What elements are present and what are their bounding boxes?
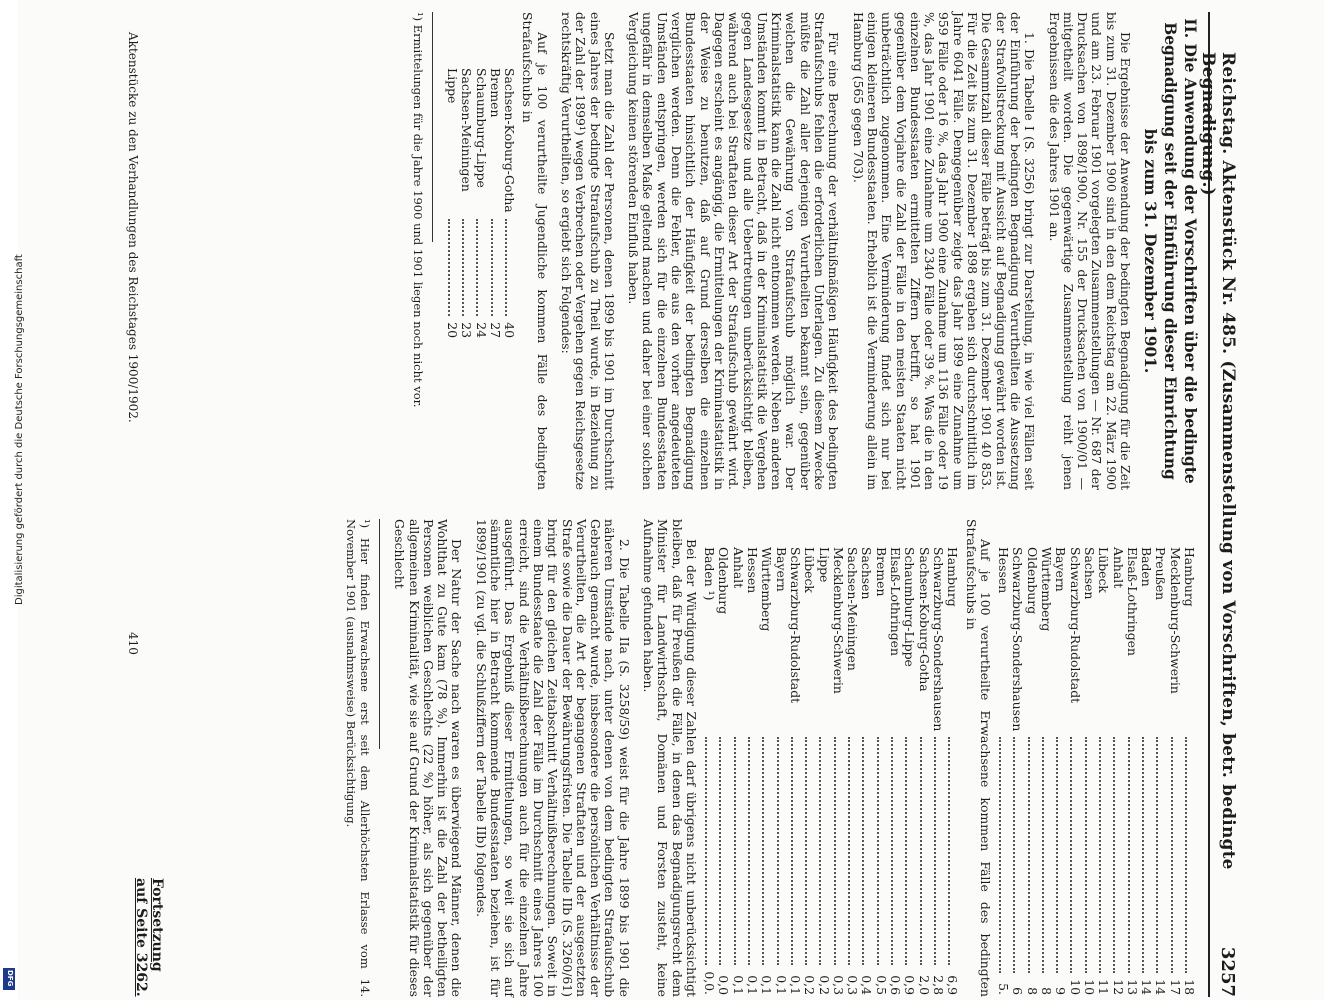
table-row: Württemberg 0,1 bbox=[759, 547, 775, 995]
paragraph: Für eine Berechnung der verhältnißmäßigen Häufigkeit des bedingten Strafaufschubs fehlen die erforderlichen Unterlagen. Zu diesem Zwecke müßte die Zahl aller derjenigen Verurtheilten bekannt sein, gegenüber welchen die Gewährung von Strafaufschub möglich war. Der Kriminalstatistik kann die Zahl nicht entnommen werden. Neben anderen Umständen kommt in Betracht, daß in der Kriminalstatistik die Vergehen gegen Landesgesetze und alle Uebertretungen unberücksichtigt bleiben, während auch bei Straftaten dieser Art der Strafaufschub gewährt wird. Dagegen erscheint es angängig, die Ermittelungen der Kriminalstatistik in der Weise zu benutzen, daß auf Grund derselben die einzelnen Bundesstaaten hinsichtlich der Häufigkeit der bedingten Begnadigung verglichen werden. Denn die Fehler, die aus den vorher angedeuteten Umständen entspringen, werden sich für die einzelnen Bundesstaaten ungefähr in demselben Maße geltend machen und daher bei einer solchen Vergleichung keinen störenden Einfluß haben. bbox=[626, 12, 842, 490]
paragraph: Auf je 100 verurtheilte Erwachsene kommen Fälle des bedingten Strafaufschubs in bbox=[963, 519, 993, 997]
table-row: Lübeck 11 bbox=[1096, 547, 1112, 995]
table-row: Sachsen 0,4 bbox=[859, 547, 875, 995]
table-row: Oldenburg 8 bbox=[1024, 547, 1040, 995]
right-column bbox=[344, 519, 1200, 997]
adult-table bbox=[702, 519, 959, 997]
footnote: ¹) Hier finden Erwachsene erst seit dem Allerhöchsten Erlasse vom 14. November 1901 (ausnahmsweise) Berücksichtigung. bbox=[344, 519, 372, 997]
table-row: Oldenburg 0,0 bbox=[716, 547, 732, 995]
page-footer bbox=[122, 12, 140, 997]
table-row: Schaumburg-Lippe 0,9 bbox=[902, 547, 918, 995]
table-row: Sachsen 10 bbox=[1081, 547, 1097, 995]
table-row: Bayern 9 bbox=[1053, 547, 1069, 995]
table-row: Bremen 0,5 bbox=[873, 547, 889, 995]
table-row: Hessen 0,1 bbox=[745, 547, 761, 995]
page-header bbox=[1198, 12, 1240, 997]
digitization-credit-text: Digitalisierung gefördert durch die Deutsche Forschungsgemeinschaft bbox=[14, 254, 25, 605]
youth-table-continued bbox=[996, 519, 1196, 997]
table-row: Hessen 5. bbox=[996, 547, 1012, 995]
table-row: Bayern 0,1 bbox=[773, 547, 789, 995]
table-row: Lippe 20 bbox=[444, 68, 460, 338]
paragraph: Die Ergebnisse der Anwendung der bedingten Begnadigung für die Zeit bis zum 31. Dezember 1900 sind in den dem Reichstag am 22. März 1900 und am 23. Februar 1901 vorgelegten Zusammenstellungen — Nr. 687 der Drucksachen von 1898/1900, Nr. 155 der Drucksachen von 1900/01 — mitgetheilt worden. Die gegenwärtige Zusammenstellung reiht jenen Ergebnissen die des Jahres 1901 an. bbox=[1046, 12, 1133, 490]
left-column bbox=[410, 12, 1200, 490]
table-row: Anhalt 0,1 bbox=[730, 547, 746, 995]
rotated-document-sheet bbox=[120, 12, 1240, 997]
paragraph: Bei der Würdigung dieser Zahlen darf übrigens nicht unberücksichtigt bleiben, daß für Preußen die Fälle, in denen das Begnadigungsrecht dem Minister für Landwirthschaft, Domänen und Forsten zusteht, keine Aufnahme gefunden haben. bbox=[641, 519, 699, 997]
dfg-logo: DFG bbox=[3, 968, 15, 990]
table-row: Preußen 14 bbox=[1153, 547, 1169, 995]
table-row: Elsaß-Lothringen 0,6 bbox=[888, 547, 904, 995]
table-row: Schwarzburg-Sondershausen 2,8 bbox=[930, 547, 946, 995]
table-row: Mecklenburg-Schwerin 17 bbox=[1167, 547, 1183, 995]
header-title: Reichstag. Aktenstück Nr. 485. (Zusammenstellung von Vorschriften, betr. bedingte Begnadigung.) bbox=[1198, 52, 1238, 870]
paragraph: 1. Die Tabelle I (S. 3256) bringt zur Darstellung, in wie viel Fällen seit der Einführung der bedingten Begnadigung Verurtheilten die Aussetzung der Strafvollstreckung mit Aussicht auf Begnadigung gewährt worden ist. Die Gesammtzahl dieser Fälle beträgt bis zum 31. Dezember 1901 40 853. Für die Zeit bis zum 31. Dezember 1898 ergaben sich durchschnittlich im Jahre 6041 Fälle. Demgegenüber zeigte das Jahr 1899 eine Zunahme um 959 Fälle oder 16 %, das Jahr 1900 eine Zunahme um 1136 Fälle oder 19 %, das Jahr 1901 eine Zunahme um 2340 Fälle oder 39 %. Was die in den einzelnen Bundesstaaten ermittelten Ziffern betrifft, so hat 1901 gegenüber dem Vorjahre die Zahl der Fälle in den meisten Staaten nicht unbeträchtlich zugenommen. Eine Verminderung findet sich nur bei einigen kleineren Bundesstaaten. Erheblich ist die Verminderung allein im Hamburg (565 gegen 703). bbox=[850, 12, 1038, 490]
table-row: Hamburg 6,9 bbox=[945, 547, 961, 995]
footnote: ¹) Ermittelungen für die Jahre 1900 und 1901 liegen noch nicht vor. bbox=[410, 12, 425, 408]
table-row: Baden ¹) 0,0. bbox=[702, 547, 718, 995]
table-row: Schwarzburg-Rudolstadt 0,1 bbox=[787, 547, 803, 995]
table-row: Lübeck 0,2 bbox=[802, 547, 818, 995]
table-row: Mecklenburg-Schwerin 0,3 bbox=[830, 547, 846, 995]
table-row: Sachsen-Meiningen 23 bbox=[459, 68, 475, 338]
footer-series-title: Aktenstücke zu den Verhandlungen des Reichstages 1900/1902. bbox=[126, 32, 140, 423]
table-row: Sachsen-Koburg-Gotha 40 bbox=[502, 68, 518, 338]
footnote-rule bbox=[379, 519, 380, 749]
paragraph: Auf je 100 verurtheilte Jugendliche kommen Fälle des bedingten Strafaufschubs in bbox=[520, 12, 550, 490]
table-row: Schaumburg-Lippe 24 bbox=[473, 68, 489, 338]
table-row: Hamburg 18 bbox=[1182, 547, 1197, 995]
table-row: Baden 14 bbox=[1139, 547, 1155, 995]
youth-table bbox=[445, 40, 516, 340]
table-row: Schwarzburg-Rudolstadt 10 bbox=[1067, 547, 1083, 995]
table-row: Lippe 0,2 bbox=[816, 547, 832, 995]
table-row: Sachsen-Koburg-Gotha 2,0 bbox=[916, 547, 932, 995]
digitization-credit bbox=[0, 0, 25, 1000]
continuation-note: Fortsetzung auf Seite 3262. bbox=[133, 878, 165, 997]
paragraph: Setzt man die Zahl der Personen, denen 1899 bis 1901 im Durchschnitt eines Jahres der bedingte Strafaufschub zu Theil wurde, in Beziehung zu der Zahl der 1899¹) wegen Verbrechen oder Vergehen gegen Reichsgesetze rechtskräftig Verurtheilten, so ergiebt sich Folgendes: bbox=[559, 12, 617, 490]
footer-page-number: 410 bbox=[126, 632, 140, 655]
table-row: Sachsen-Meiningen 0,3 bbox=[845, 547, 861, 995]
footnote-rule bbox=[432, 12, 433, 242]
table-row: Württemberg 8 bbox=[1039, 547, 1055, 995]
header-page-number: 3257 bbox=[1217, 946, 1238, 997]
table-row: Schwarzburg-Sondershausen 6 bbox=[1010, 547, 1026, 995]
paragraph: 2. Die Tabelle IIa (S. 3258/59) weist für die Jahre 1899 bis 1901 die näheren Umstände nach, unter denen von dem bedingten Strafaufschub Gebrauch gemacht wurde, insbesondere die persönlichen Verhältnisse der Verurtheilten, die Art der begangenen Straftaten und der ausgesetzten Strafe sowie die Dauer der Bewährungsfristen. Die Tabelle IIb (S. 3260/61) bringt für den gleichen Zeitabschnitt Verhältnißberechnungen. Soweit in einem Bundesstaate die Zahl der Fälle im Durchschnitt eines Jahres 100 erreicht, sind die Verhältnißberechnungen auch für die einzelnen Jahre ausgeführt. Das Ergebniß dieser Ermittelungen, so weit sie sich auf sämmtliche hier in Betracht kommende Bundesstaaten beziehen, ist für 1899/1901 (zu vgl. die Schlußziffern der Tabelle IIb) folgendes. bbox=[473, 519, 632, 997]
section-heading: II. Die Anwendung der Vorschriften über die bedingte Begnadigung seit der Einführung dieser Einrichtung bis zum 31. Dezember 1901. bbox=[1141, 18, 1199, 484]
table-row: Anhalt 12 bbox=[1110, 547, 1126, 995]
paragraph: Der Natur der Sache nach waren es überwiegend Männer, denen die Wohlthat zu Gute kam (78 %). Immerhin ist die Zahl der betheiligten Personen weiblichen Geschlechts (22 %) höher, als sich gegenüber der allgemeinen Kriminalität, wie sie auf Grund der Kriminalstatistik für dieses Geschlecht bbox=[392, 519, 465, 997]
table-row: Bremen 27 bbox=[487, 68, 503, 338]
table-row: Elsaß-Lothringen 13 bbox=[1124, 547, 1140, 995]
